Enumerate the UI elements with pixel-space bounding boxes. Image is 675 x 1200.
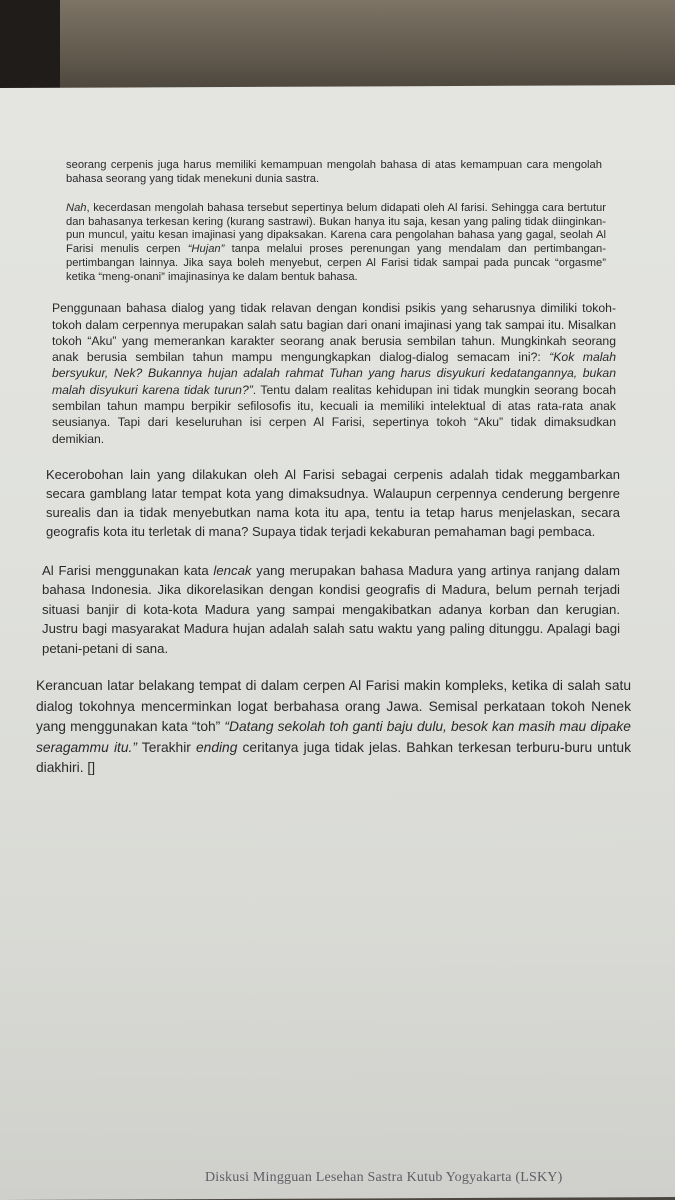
document-body (36, 158, 631, 779)
paragraph (40, 202, 620, 284)
text-span: Kerancuan latar belakang tempat di dalam cerpen Al Farisi makin kompleks, ketika di salah satu dialog tokohnya mencerminkan logat berbahasa orang Jawa. Semisal perkataan tokoh Nenek yang menggunakan kata “toh” (36, 678, 631, 735)
text-span: ceritanya juga tidak jelas. Bahkan terkesan terburu-buru untuk diakhiri. [] (36, 739, 631, 776)
paragraph (36, 676, 631, 779)
text-span: Terakhir (136, 739, 196, 755)
text-span: tanpa melalui proses perenungan yang mendalam dan pertimbangan-pertimbangan lainnya. Jika saya boleh menyebut, cerpen Al Farisi tidak sampai pada puncak “orgasme” ketika “meng-onani” imajinasinya ke dalam bentuk bahasa. (66, 243, 606, 283)
italic-text: “Kok malah bersyukur, Nek? Bukannya hujan adalah rahmat Tuhan yang harus disyukuri kedatangannya, bukan malah disyukuri karena tidak turun?” (52, 350, 616, 397)
paragraph (40, 465, 620, 541)
italic-text: “Datang sekolah toh ganti baju dulu, besok kan masih mau dipake seragammu itu.” (36, 719, 631, 755)
paragraph (40, 300, 620, 447)
italic-text: ending (195, 739, 238, 755)
text-span: Al Farisi menggunakan kata (42, 562, 214, 578)
page-footer: Diskusi Mingguan Lesehan Sastra Kutub Yogyakarta (LSKY) (205, 1170, 563, 1185)
background-shadow (0, 0, 60, 95)
italic-text: lencak (213, 562, 252, 578)
paragraph (40, 561, 620, 659)
text-span: Kecerobohan lain yang dilakukan oleh Al Farisi sebagai cerpenis adalah tidak meggambarkan secara gamblang latar tempat kota yang dimaksudnya. Walaupun cerpennya cenderung bergenre surealis dan ia tidak menyebutkan nama kota itu apa, tentu ia tetap harus menjelaskan, secara geografis kota itu terletak di mana? Supaya tidak terjadi kekaburan pemahaman bagi pembaca. (46, 466, 620, 539)
text-span: yang merupakan bahasa Madura yang artinya ranjang dalam bahasa Indonesia. Jika dikorelasikan dengan kondisi geografis di Madura, belum pernah terjadi situasi banjir di kota-kota Madura yang sampai mengakibatkan adanya korban dan kerugian. Justru bagi masyarakat Madura hujan adalah salah satu waktu yang paling ditunggu. Apalagi bagi petani-petani di sana. (42, 562, 620, 656)
text-span: Penggunaan bahasa dialog yang tidak relavan dengan kondisi psikis yang seharusnya dimiliki tokoh-tokoh dalam cerpennya merupakan salah satu bagian dari onani imajinasi yang tak sampai itu. Misalkan tokoh “Aku” yang memerankan karakter seorang anak berusia sembilan tahun. Mungkinkah seorang anak berusia sembilan tahun mampu mengungkapkan dialog-dialog semacam ini?: (52, 301, 616, 365)
italic-text: Nah (66, 202, 87, 214)
paragraph (40, 158, 620, 186)
italic-text: “Hujan” (187, 243, 225, 256)
text-span: , kecerdasan mengolah bahasa tersebut sepertinya belum didapati oleh Al farisi. Sehingga cara bertutur dan bahasanya terkesan kering (kurang sastrawi). Bukan hanya itu saja, kesan yang paling tidak diinginkan-pun muncul, yaitu kesan imajinasi yang dipaksakan. Karena cara pengolahan bahasa yang gagal, seolah Al Farisi menulis cerpen (66, 202, 606, 256)
text-span: seorang cerpenis juga harus memiliki kemampuan mengolah bahasa di atas kemampuan cara mengolah bahasa seorang yang tidak menekuni dunia sastra. (66, 159, 602, 185)
text-span: . Tentu dalam realitas kehidupan ini tidak mungkin seorang bocah sembilan tahun mampu berpikir sefilosofis itu, kecuali ia memiliki intelektual di atas rata-rata anak seusianya. Tapi dari keseluruhan isi cerpen Al Farisi, sepertinya tokoh “Aku” tidak dimaksudkan demikian. (52, 382, 617, 446)
